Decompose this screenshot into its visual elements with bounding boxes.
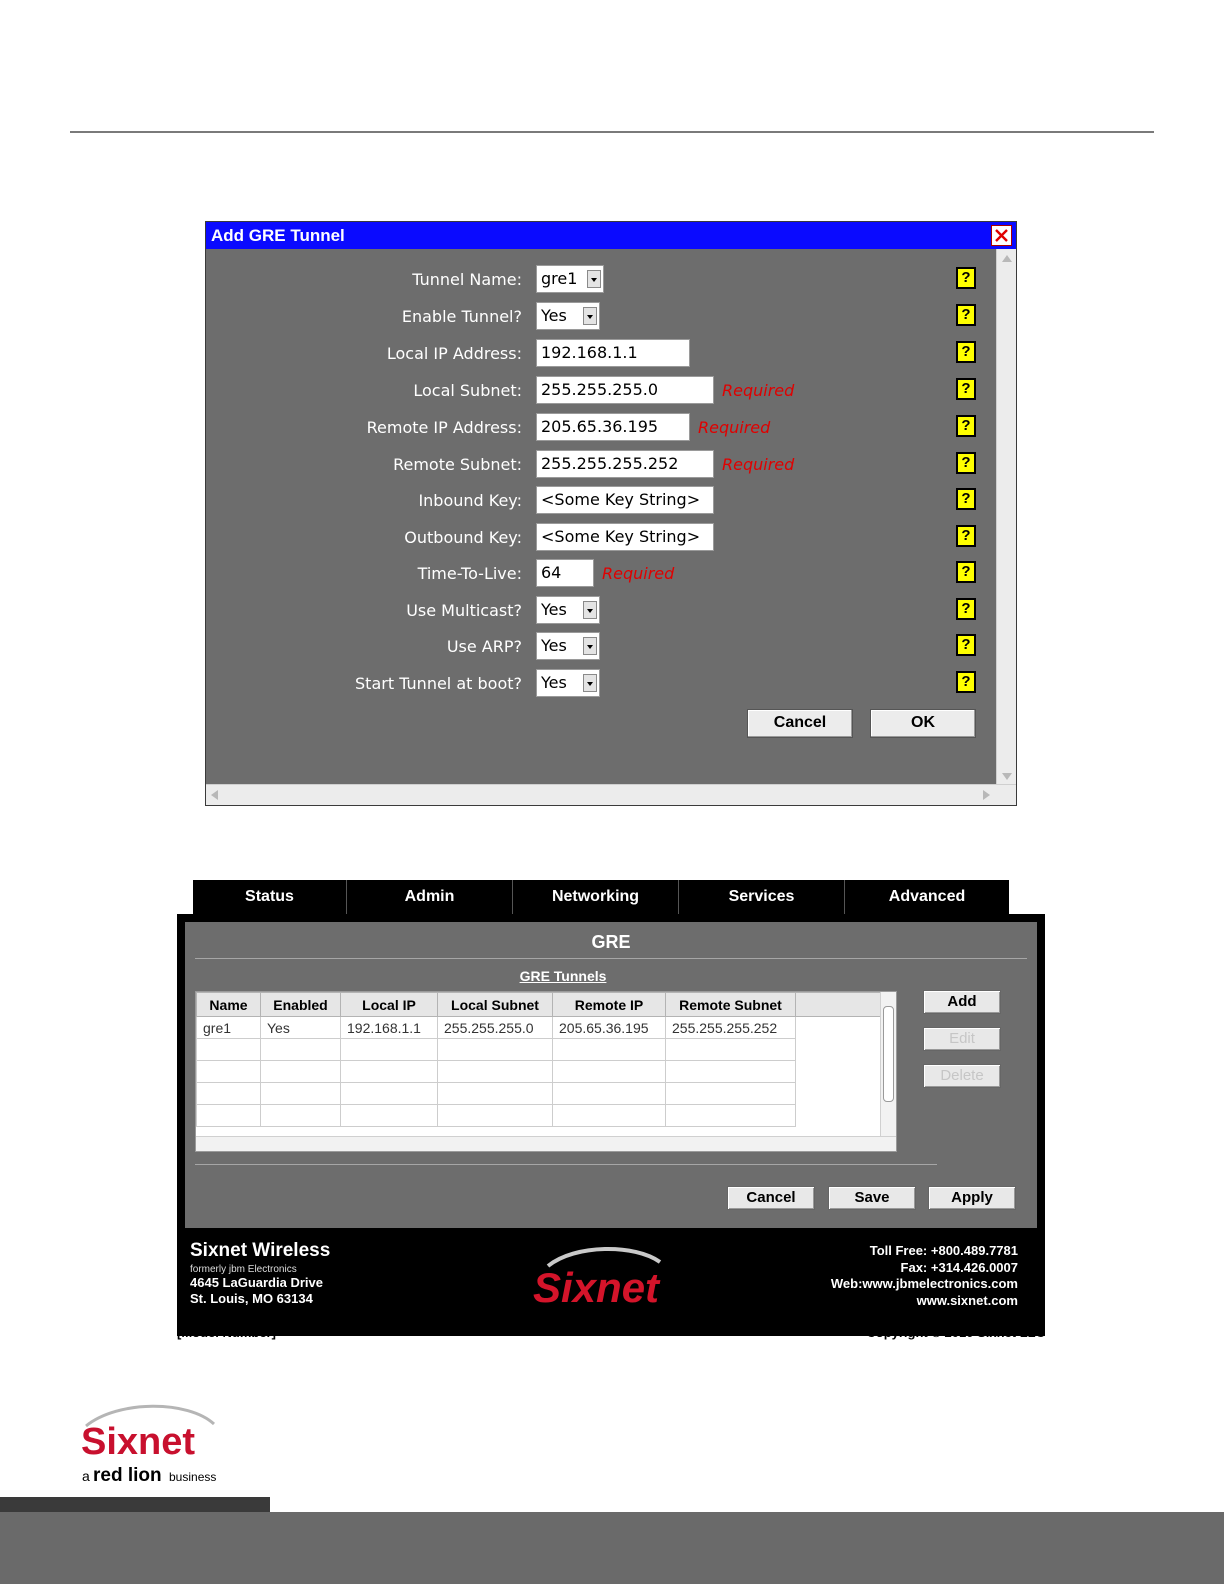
outbound-key-input[interactable]: <Some Key String>	[536, 523, 714, 551]
field-row-use-multicast	[206, 596, 996, 626]
page-logo-name: Sixnet	[81, 1421, 196, 1463]
copyright: Copyright © 2010 Sixnet LLC	[866, 1325, 1045, 1340]
dialog-horizontal-scrollbar[interactable]	[206, 784, 1016, 805]
sixnet-red-lion-logo	[78, 1402, 228, 1494]
use-multicast-select[interactable]	[536, 596, 600, 624]
table-vertical-scrollbar[interactable]	[880, 992, 896, 1136]
field-row-remote-ip	[206, 413, 996, 443]
section-title: GRE Tunnels	[519, 968, 607, 984]
edit-button[interactable]: Edit	[923, 1027, 1001, 1051]
apply-button[interactable]: Apply	[928, 1186, 1016, 1210]
divider	[195, 958, 1027, 959]
field-label: Inbound Key:	[418, 491, 522, 510]
page-logo-red-lion: red lion	[93, 1465, 162, 1486]
cell-local-subnet: 255.255.255.0	[438, 1017, 553, 1039]
help-icon[interactable]: ?	[956, 525, 976, 547]
cell-local-ip: 192.168.1.1	[341, 1017, 438, 1039]
field-label: Remote Subnet:	[393, 455, 522, 474]
chevron-down-icon	[583, 307, 597, 325]
help-icon[interactable]: ?	[956, 378, 976, 400]
help-icon[interactable]: ?	[956, 415, 976, 437]
chevron-down-icon	[583, 637, 597, 655]
field-row-ttl	[206, 559, 996, 589]
help-icon[interactable]: ?	[956, 488, 976, 510]
help-icon[interactable]: ?	[956, 634, 976, 656]
model-number: [Model Number]	[177, 1325, 276, 1340]
tab-networking[interactable]: Networking	[513, 880, 679, 914]
column-header-remote-ip[interactable]: Remote IP	[553, 993, 666, 1017]
footer-contact-info	[831, 1243, 1018, 1309]
page-title: GRE	[591, 932, 631, 952]
field-label: Use Multicast?	[406, 601, 522, 620]
field-label: Local Subnet:	[413, 381, 522, 400]
footer-brand: Sixnet Wireless	[190, 1240, 331, 1261]
inbound-key-input[interactable]: <Some Key String>	[536, 486, 714, 514]
column-header-local-ip[interactable]: Local IP	[341, 993, 438, 1017]
dialog-ok-button[interactable]: OK	[870, 709, 976, 738]
tab-services[interactable]: Services	[679, 880, 845, 914]
scroll-thumb[interactable]	[883, 1006, 894, 1102]
footer-address-line-2: St. Louis, MO 63134	[190, 1291, 313, 1306]
scroll-up-icon[interactable]	[1002, 255, 1012, 262]
scroll-left-icon[interactable]	[211, 790, 218, 800]
local-subnet-input[interactable]: 255.255.255.0	[536, 376, 714, 404]
sixnet-footer-logo	[530, 1244, 680, 1310]
footer-logo-text: Sixnet	[533, 1264, 660, 1310]
field-row-tunnel-name	[206, 265, 996, 295]
required-label: Required	[722, 455, 795, 474]
footer-web-link[interactable]: Web:www.jbmelectronics.com	[830, 1276, 1018, 1291]
page-logo-a: a	[82, 1468, 90, 1484]
cell-remote-subnet: 255.255.255.252	[666, 1017, 796, 1039]
column-header-remote-subnet[interactable]: Remote Subnet	[666, 993, 796, 1017]
page-logo-business: business	[169, 1470, 217, 1484]
page-top-rule	[70, 131, 1154, 133]
footer-company-info	[190, 1240, 330, 1307]
dialog-form	[206, 249, 996, 786]
footer-address-line-1: 4645 LaGuardia Drive	[190, 1275, 323, 1290]
footer-formerly: formerly jbm Electronics	[190, 1264, 297, 1275]
cell-empty	[796, 1017, 882, 1039]
start-at-boot-select[interactable]	[536, 669, 600, 697]
chevron-down-icon	[587, 270, 601, 288]
column-header-empty	[796, 993, 882, 1017]
footer-fax: Fax: +314.426.0007	[900, 1259, 1018, 1275]
field-row-use-arp	[206, 632, 996, 662]
table-header-row	[197, 993, 882, 1017]
dialog-titlebar[interactable]	[206, 222, 1016, 249]
dialog-title: Add GRE Tunnel	[211, 226, 345, 245]
field-row-outbound-key	[206, 523, 996, 553]
required-label: Required	[722, 381, 795, 400]
table-row	[197, 1061, 882, 1083]
close-icon	[994, 228, 1009, 243]
gre-panel	[185, 922, 1037, 1228]
delete-button[interactable]: Delete	[923, 1064, 1001, 1088]
field-row-start-at-boot	[206, 669, 996, 699]
enable-tunnel-select[interactable]	[536, 302, 600, 330]
field-label: Use ARP?	[446, 637, 522, 656]
footer-band	[0, 1512, 1224, 1584]
table-horizontal-scrollbar[interactable]	[196, 1136, 897, 1151]
select-value: Yes	[541, 600, 567, 619]
add-button[interactable]: Add	[923, 990, 1001, 1014]
field-row-local-ip	[206, 339, 996, 369]
local-ip-input[interactable]: 192.168.1.1	[536, 339, 690, 367]
table-row	[197, 1039, 882, 1061]
field-row-inbound-key	[206, 486, 996, 516]
select-value: gre1	[541, 269, 578, 288]
required-label: Required	[698, 418, 771, 437]
field-label: Outbound Key:	[404, 528, 522, 547]
help-icon[interactable]: ?	[956, 267, 976, 289]
footer-site-link[interactable]: www.sixnet.com	[916, 1292, 1018, 1308]
column-header-local-subnet[interactable]: Local Subnet	[438, 993, 553, 1017]
ttl-input[interactable]: 64	[536, 559, 594, 587]
select-value: Yes	[541, 673, 567, 692]
field-row-enable-tunnel	[206, 302, 996, 332]
field-label: Enable Tunnel?	[401, 307, 522, 326]
main-tab-bar	[193, 880, 1009, 914]
chevron-down-icon	[583, 601, 597, 619]
field-label: Start Tunnel at boot?	[355, 674, 522, 693]
select-value: Yes	[541, 636, 567, 655]
help-icon[interactable]: ?	[956, 341, 976, 363]
tab-advanced[interactable]: Advanced	[888, 888, 966, 905]
save-button[interactable]: Save	[828, 1186, 916, 1210]
chevron-down-icon	[583, 674, 597, 692]
help-icon[interactable]: ?	[956, 561, 976, 583]
tab-admin[interactable]: Admin	[347, 880, 513, 914]
tunnel-name-select[interactable]	[536, 265, 604, 293]
column-header-enabled[interactable]: Enabled	[261, 993, 341, 1017]
help-icon[interactable]: ?	[956, 304, 976, 326]
help-icon[interactable]: ?	[956, 452, 976, 474]
field-label: Remote IP Address:	[366, 418, 522, 437]
table-row	[197, 1083, 882, 1105]
cell-remote-ip: 205.65.36.195	[553, 1017, 666, 1039]
field-label: Time-To-Live:	[417, 564, 522, 583]
field-label: Tunnel Name:	[412, 270, 522, 289]
tab-status[interactable]: Status	[193, 880, 347, 914]
scroll-right-icon[interactable]	[983, 790, 990, 800]
cell-name: gre1	[197, 1017, 261, 1039]
footer-toll-free: Toll Free: +800.489.7781	[869, 1243, 1018, 1258]
close-button[interactable]	[991, 225, 1012, 246]
help-icon[interactable]: ?	[956, 598, 976, 620]
select-value: Yes	[541, 306, 567, 325]
dialog-cancel-button[interactable]: Cancel	[747, 709, 853, 738]
gre-tunnels-table	[195, 991, 897, 1152]
add-gre-tunnel-dialog	[205, 221, 1017, 806]
field-row-local-subnet	[206, 376, 996, 406]
remote-ip-input[interactable]: 205.65.36.195	[536, 413, 690, 441]
footer-accent-bar	[0, 1497, 270, 1513]
table-row	[197, 1105, 882, 1127]
remote-subnet-input[interactable]: 255.255.255.252	[536, 450, 714, 478]
dialog-vertical-scrollbar[interactable]	[996, 249, 1016, 786]
cancel-button[interactable]: Cancel	[727, 1186, 815, 1210]
table-row[interactable]	[197, 1017, 882, 1039]
column-header-name[interactable]: Name	[197, 993, 261, 1017]
help-icon[interactable]: ?	[956, 671, 976, 693]
cell-enabled: Yes	[261, 1017, 341, 1039]
divider	[195, 1164, 937, 1165]
field-row-remote-subnet	[206, 450, 996, 480]
field-label: Local IP Address:	[386, 344, 522, 363]
required-label: Required	[602, 564, 675, 583]
use-arp-select[interactable]	[536, 632, 600, 660]
scroll-down-icon[interactable]	[1002, 773, 1012, 780]
